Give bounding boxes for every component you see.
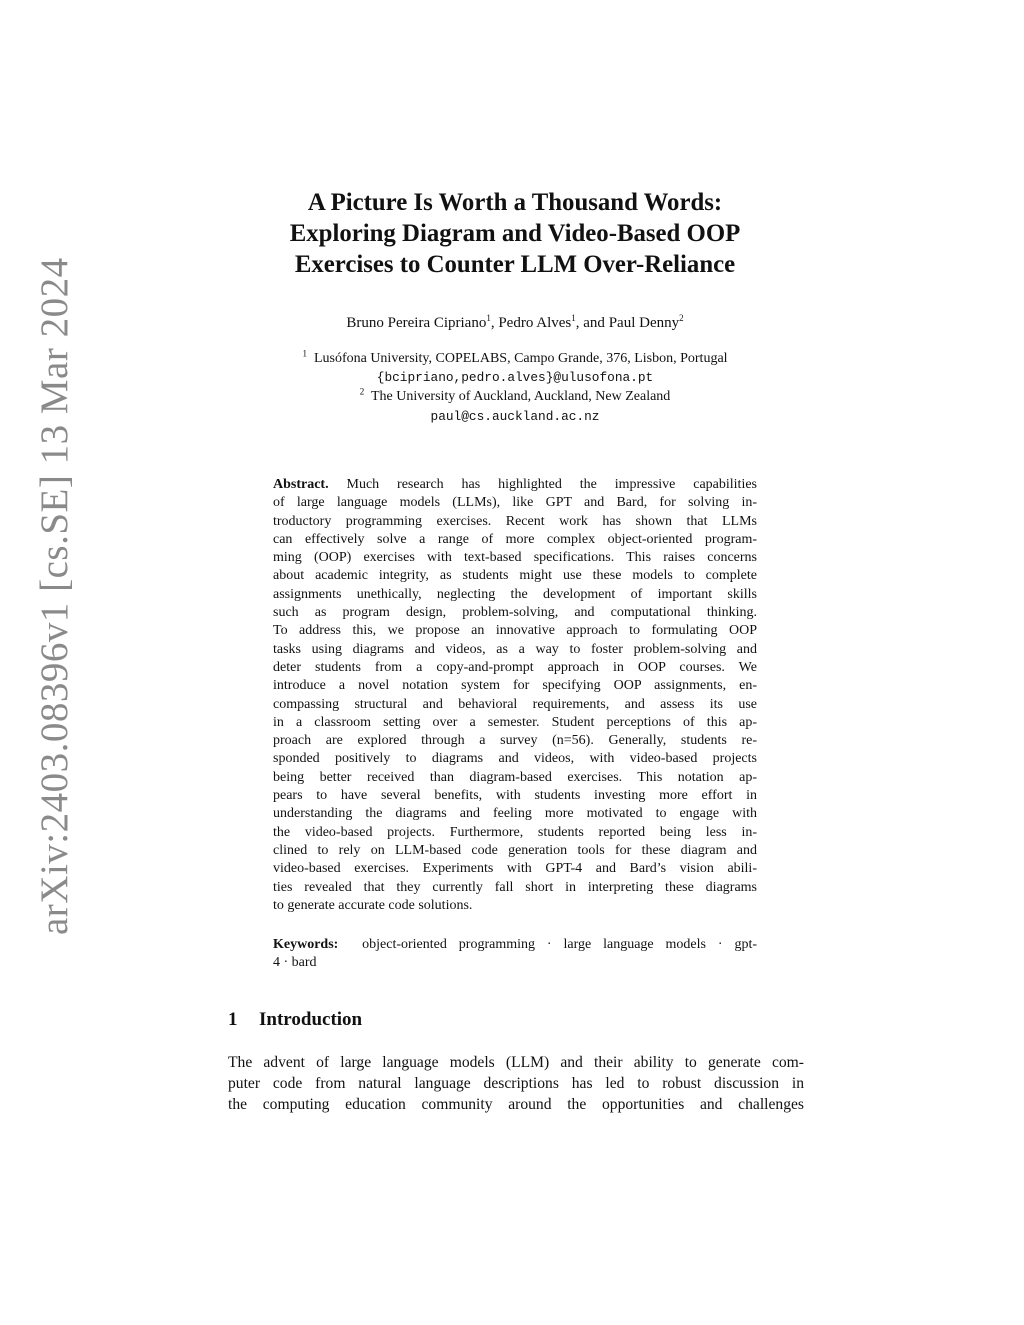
abstract-line: such as program design, problem-solving, and computational thinking.: [273, 605, 757, 621]
abstract-text: Much research has highlighted the impressive capabilities: [346, 477, 757, 492]
affiliation-name: The University of Auckland, Auckland, New Zealand: [370, 389, 671, 405]
abstract-line: video-based exercises. Experiments with GPT-4 and Bard’s vision abili-: [273, 861, 757, 877]
author-affiliation-mark: 1: [571, 313, 576, 323]
affiliation-line: [230, 387, 800, 406]
abstract-line: of large language models (LLMs), like GPT and Bard, for solving in-: [273, 495, 757, 511]
affiliation-name: Lusófona University, COPELABS, Campo Grande, 376, Lisbon, Portugal: [313, 351, 728, 366]
keywords-line: 4 · bard: [273, 955, 317, 971]
introduction-paragraph: [228, 1052, 804, 1115]
body-text-line: the computing education community around the opportunities and challenges: [228, 1096, 804, 1113]
keywords-label: Keywords:: [273, 937, 339, 952]
abstract-line: ties revealed that they currently fall short in interpreting these diagrams: [273, 879, 757, 895]
arxiv-identifier-stamp: arXiv:2403.08396v1 [cs.SE] 13 Mar 2024: [33, 257, 76, 935]
author-list: [230, 314, 800, 332]
affiliation-email: {bcipriano,pedro.alves}@ulusofona.pt: [376, 370, 654, 386]
abstract-line: sponded positively to diagrams and videos, with video-based projects: [273, 751, 757, 767]
abstract-line: about academic integrity, as students might use these models to complete: [273, 568, 757, 584]
section-title: Introduction: [259, 1009, 363, 1030]
keywords-text: object-oriented programming · large language models · gpt-: [362, 937, 757, 952]
keywords: [273, 936, 757, 973]
paper-title: [230, 187, 800, 280]
abstract-line: deter students from a copy-and-prompt approach in OOP courses. We: [273, 659, 757, 675]
abstract-line: proach are explored through a survey (n=56). Generally, students re-: [273, 733, 757, 749]
affiliations: [230, 349, 800, 426]
abstract-label: Abstract.: [273, 477, 329, 492]
abstract-line: to generate accurate code solutions.: [273, 897, 473, 913]
abstract-line: pears to have several benefits, with students investing more effort in: [273, 788, 757, 804]
abstract: [273, 476, 757, 915]
abstract-line: To address this, we propose an innovative approach to formulating OOP: [273, 623, 757, 639]
abstract-line: in a classroom setting over a semester. Student perceptions of this ap-: [273, 714, 757, 730]
affiliation-email: paul@cs.auckland.ac.nz: [430, 408, 600, 424]
body-text-line: puter code from natural language descriptions has led to robust discussion in: [228, 1075, 804, 1092]
abstract-line: the video-based projects. Furthermore, students reported being less in-: [273, 824, 757, 840]
author-separator: ,: [490, 315, 499, 331]
abstract-line: compassing structural and behavioral requirements, and assess its use: [273, 696, 757, 712]
abstract-line: troductory programming exercises. Recent work has shown that LLMs: [273, 513, 757, 529]
affiliation-mark: 2: [359, 386, 365, 397]
author-name: Paul Denny: [608, 315, 680, 331]
abstract-line: being better received than diagram-based exercises. This notation ap-: [273, 769, 757, 785]
abstract-line: clined to rely on LLM-based code generation tools for these diagram and: [273, 842, 757, 858]
abstract-line: [273, 476, 757, 494]
body-text-line: The advent of large language models (LLM) and their ability to generate com-: [228, 1054, 804, 1071]
author-name: Bruno Pereira Cipriano: [346, 315, 487, 331]
abstract-line: tasks using diagrams and videos, as a way to foster problem-solving and: [273, 641, 757, 657]
author-separator: , and: [575, 315, 609, 331]
title-line: Exercises to Counter LLM Over-Reliance: [294, 251, 736, 278]
abstract-line: ming (OOP) exercises with text-based specifications. This raises concerns: [273, 550, 757, 566]
section-heading-introduction: [228, 1009, 362, 1031]
affiliation-mark: 1: [302, 348, 307, 359]
affiliation-line: [230, 349, 800, 368]
title-line: A Picture Is Worth a Thousand Words:: [307, 189, 723, 216]
author-affiliation-mark: 2: [679, 313, 684, 323]
keywords-line: [273, 936, 757, 954]
abstract-line: assignments unethically, neglecting the development of important skills: [273, 586, 757, 602]
author-name: Pedro Alves: [498, 315, 572, 331]
title-line: Exploring Diagram and Video-Based OOP: [289, 220, 741, 247]
abstract-line: can effectively solve a range of more complex object-oriented program-: [273, 531, 757, 547]
section-number: 1: [228, 1009, 238, 1030]
author-affiliation-mark: 1: [486, 313, 491, 323]
abstract-line: understanding the diagrams and feeling more motivated to engage with: [273, 806, 757, 822]
abstract-line: introduce a novel notation system for specifying OOP assignments, en-: [273, 678, 757, 694]
